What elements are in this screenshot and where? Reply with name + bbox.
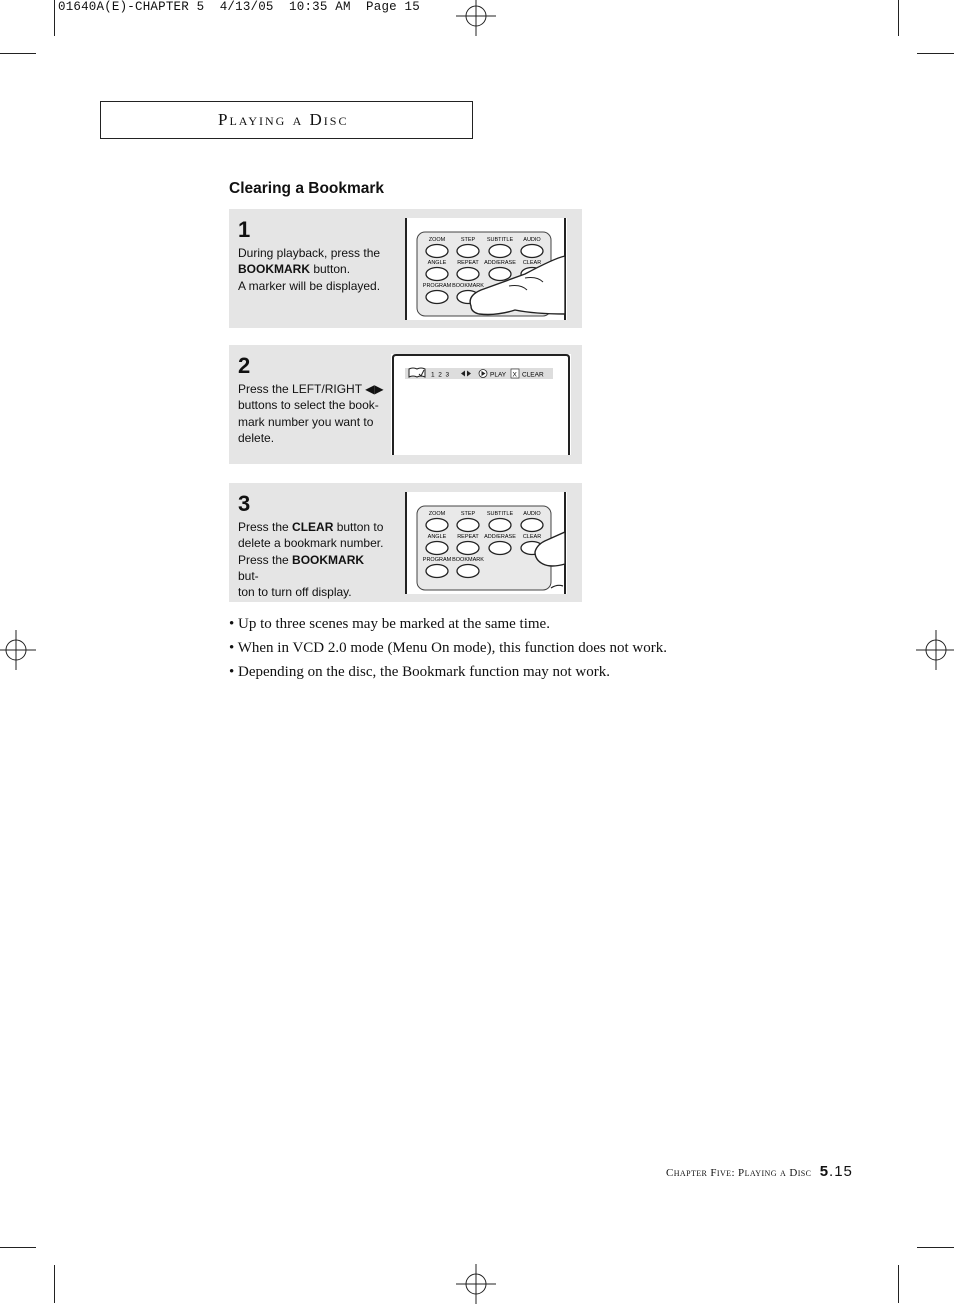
remote-button — [489, 268, 511, 281]
remote-label: SUBTITLE — [486, 511, 514, 517]
remote-button — [457, 268, 479, 281]
remote-label: PROGRAM — [422, 283, 452, 289]
print-slug: 01640A(E)-CHAPTER 5 4/13/05 10:35 AM Page 15 — [58, 0, 420, 14]
remote-label: ADD/ERASE — [484, 260, 516, 266]
remote-button — [426, 542, 448, 555]
remote-button — [457, 565, 479, 578]
step-number: 3 — [238, 491, 251, 516]
remote-label: ADD/ERASE — [484, 534, 516, 540]
list-item: • Depending on the disc, the Bookmark function may not work. — [229, 664, 611, 680]
remote-label: CLEAR — [522, 534, 542, 540]
remote-button — [426, 245, 448, 258]
crop-mark — [0, 53, 36, 54]
crop-mark — [917, 1247, 954, 1248]
step-1-panel — [229, 209, 582, 328]
bookmark-icon — [409, 368, 425, 377]
remote-label: AUDIO — [523, 511, 541, 517]
remote-label: ANGLE — [427, 534, 447, 540]
step-number: 2 — [238, 353, 251, 378]
registration-mark-icon — [0, 630, 36, 670]
notes-list — [229, 612, 667, 684]
page-number: 5.15 — [819, 1163, 853, 1180]
step-instructions: During playback, press the BOOKMARK button. A marker will be displayed. — [238, 246, 381, 293]
remote-button — [489, 245, 511, 258]
list-item: • Up to three scenes may be marked at the same time. — [229, 616, 550, 632]
crop-mark — [917, 53, 954, 54]
remote-label: BOOKMARK — [452, 557, 484, 563]
osd-play-label: PLAY — [490, 371, 507, 379]
remote-label: REPEAT — [457, 260, 479, 266]
crop-mark — [54, 0, 55, 36]
remote-button — [489, 542, 511, 555]
remote-button — [426, 291, 448, 304]
remote-button — [521, 519, 543, 532]
registration-mark-icon — [916, 630, 954, 670]
remote-button — [426, 519, 448, 532]
osd-x-label: X — [512, 371, 517, 379]
step-instructions: Press the LEFT/RIGHT ◀▶ buttons to select the book- mark number you want to delete. — [238, 382, 384, 445]
crop-mark — [54, 1265, 55, 1303]
bookmark-numbers: 1 2 3 — [431, 371, 450, 379]
osd-clear-label: CLEAR — [522, 371, 544, 379]
remote-label: STEP — [460, 237, 476, 243]
remote-label: ZOOM — [428, 237, 446, 243]
remote-label: ANGLE — [427, 260, 447, 266]
remote-label: AUDIO — [523, 237, 541, 243]
step-instructions: Press the CLEAR button to delete a bookmark number. Press the BOOKMARK but- ton to turn off display. — [238, 520, 384, 600]
tv-screen-illustration — [391, 354, 571, 455]
section-title: Clearing a Bookmark — [229, 180, 385, 197]
remote-label: STEP — [460, 511, 476, 517]
registration-mark-icon — [456, 0, 496, 36]
list-item: • When in VCD 2.0 mode (Menu On mode), this function does not work. — [229, 640, 667, 656]
remote-button — [521, 245, 543, 258]
step-2-panel — [229, 345, 582, 464]
remote-button — [457, 245, 479, 258]
page-footer — [666, 1163, 853, 1180]
step-3-panel — [229, 483, 582, 602]
remote-label: ZOOM — [428, 511, 446, 517]
remote-button — [457, 542, 479, 555]
remote-label: SUBTITLE — [486, 237, 514, 243]
remote-label: PROGRAM — [422, 557, 452, 563]
remote-button — [457, 519, 479, 532]
remote-button — [426, 565, 448, 578]
crop-mark — [898, 0, 899, 36]
remote-label: CLEAR — [522, 260, 542, 266]
step-number: 1 — [238, 217, 251, 242]
remote-label: BOOKMARK — [452, 283, 484, 289]
chapter-title: Playing a Disc — [218, 110, 349, 129]
crop-mark — [898, 1265, 899, 1303]
remote-control-illustration — [405, 492, 567, 594]
remote-control-illustration — [405, 218, 567, 320]
remote-label: REPEAT — [457, 534, 479, 540]
footer-chapter-label: Chapter Five: Playing a Disc — [666, 1167, 812, 1179]
crop-mark — [0, 1247, 36, 1248]
registration-mark-icon — [456, 1264, 496, 1304]
chapter-heading-box — [100, 101, 473, 139]
remote-button — [426, 268, 448, 281]
remote-button — [489, 519, 511, 532]
